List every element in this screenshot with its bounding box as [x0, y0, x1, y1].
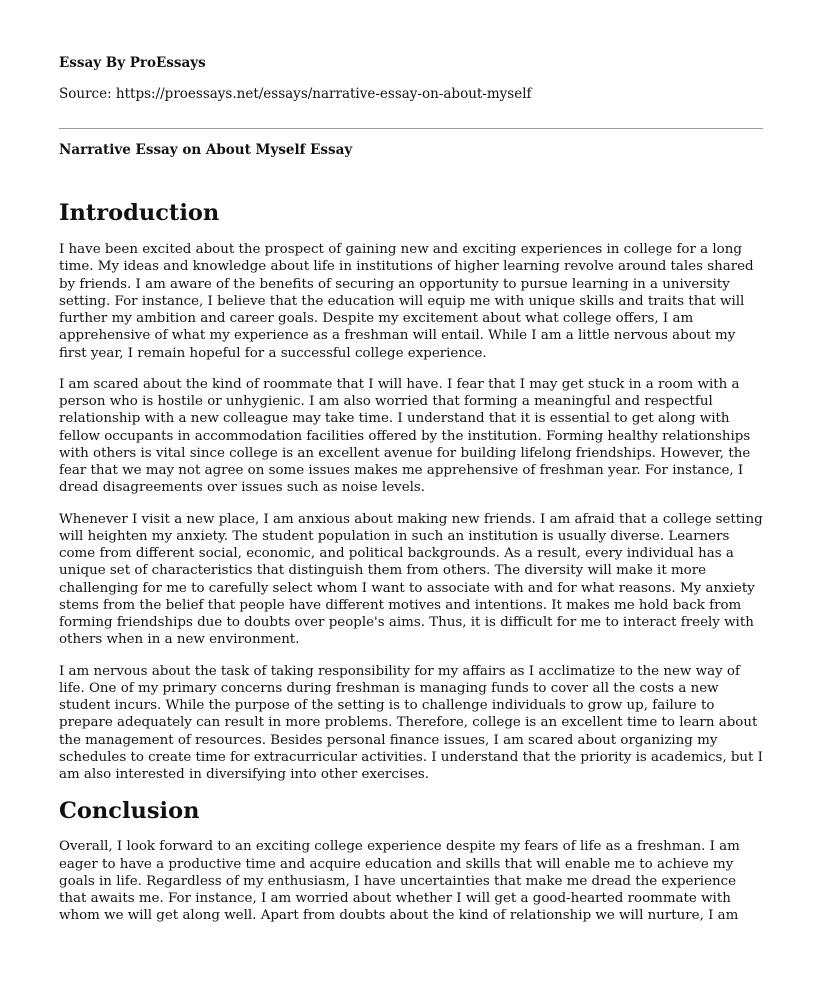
paragraph: I have been excited about the prospect of gaining new and exciting experiences in college for a long time. My ideas and knowledge about life in institutions of higher learning revolve around tales shared by friends. I am aware of the benefits of securing an opportunity to pursue learning in a university setting. For instance, I believe that the education will equip me with unique skills and traits that will further my ambition and career goals. Despite my excitement about what college offers, I am apprehensive of what my experience as a freshman will entail. While I am a little nervous about my first year, I remain hopeful for a successful college experience.: [59, 242, 754, 361]
source-line: Source: https://proessays.net/essays/narrative-essay-on-about-myself: [59, 86, 532, 102]
paragraph: I am nervous about the task of taking responsibility for my affairs as I acclimatize to the new way of life. One of my primary concerns during freshman is managing funds to cover all the costs a new student incurs. While the purpose of the setting is to challenge individuals to grow up, failure to prepare adequately can result in more problems. Therefore, college is an excellent time to learn about the management of resources. Besides personal finance issues, I am scared about organizing my schedules to create time for extracurricular activities. I understand that the priority is academics, but I am also interested in diversifying into other exercises.: [59, 663, 763, 782]
section-heading-introduction: Introduction: [59, 200, 220, 226]
divider: [59, 128, 763, 129]
document-title: Narrative Essay on About Myself Essay: [59, 142, 353, 158]
paragraph: Whenever I visit a new place, I am anxious about making new friends. I am afraid that a college setting will heighten my anxiety. The student population in such an institution is usually diverse. Learners come from different social, economic, and political backgrounds. As a result, every individual has a unique set of characteristics that distinguish them from others. The diversity will make it more challenging for me to carefully select whom I want to associate with and for what reasons. My anxiety stems from the belief that people have different motives and intentions. It makes me hold back from forming friendships due to doubts over people's aims. Thus, it is difficult for me to interact freely with others when in a new environment.: [59, 511, 763, 648]
paragraph: I am scared about the kind of roommate that I will have. I fear that I may get stuck in a room with a person who is hostile or unhygienic. I am also worried that forming a meaningful and respectful relationship with a new colleague may take time. I understand that it is essential to get along with fellow occupants in accommodation facilities offered by the institution. Forming healthy relationships with others is vital since college is an excellent avenue for building lifelong friendships. However, the fear that we may not agree on some issues makes me apprehensive of freshman year. For instance, I dread disagreements over issues such as noise levels.: [59, 376, 751, 496]
section-heading-conclusion: Conclusion: [59, 798, 200, 825]
essay-body: [59, 196, 763, 939]
essay-by-label: Essay By ProEssays: [59, 55, 206, 71]
paragraph: Overall, I look forward to an exciting college experience despite my fears of life as a freshman. I am eager to have a productive time and acquire education and skills that will enable me to achieve my goals in life. Regardless of my enthusiasm, I have uncertainties that make me dread the experience that awaits me. For instance, I am worried about whether I will get a good-hearted roommate with whom we will get along well. Apart from doubts about the kind of relationship we will nurture, I am: [59, 839, 740, 924]
